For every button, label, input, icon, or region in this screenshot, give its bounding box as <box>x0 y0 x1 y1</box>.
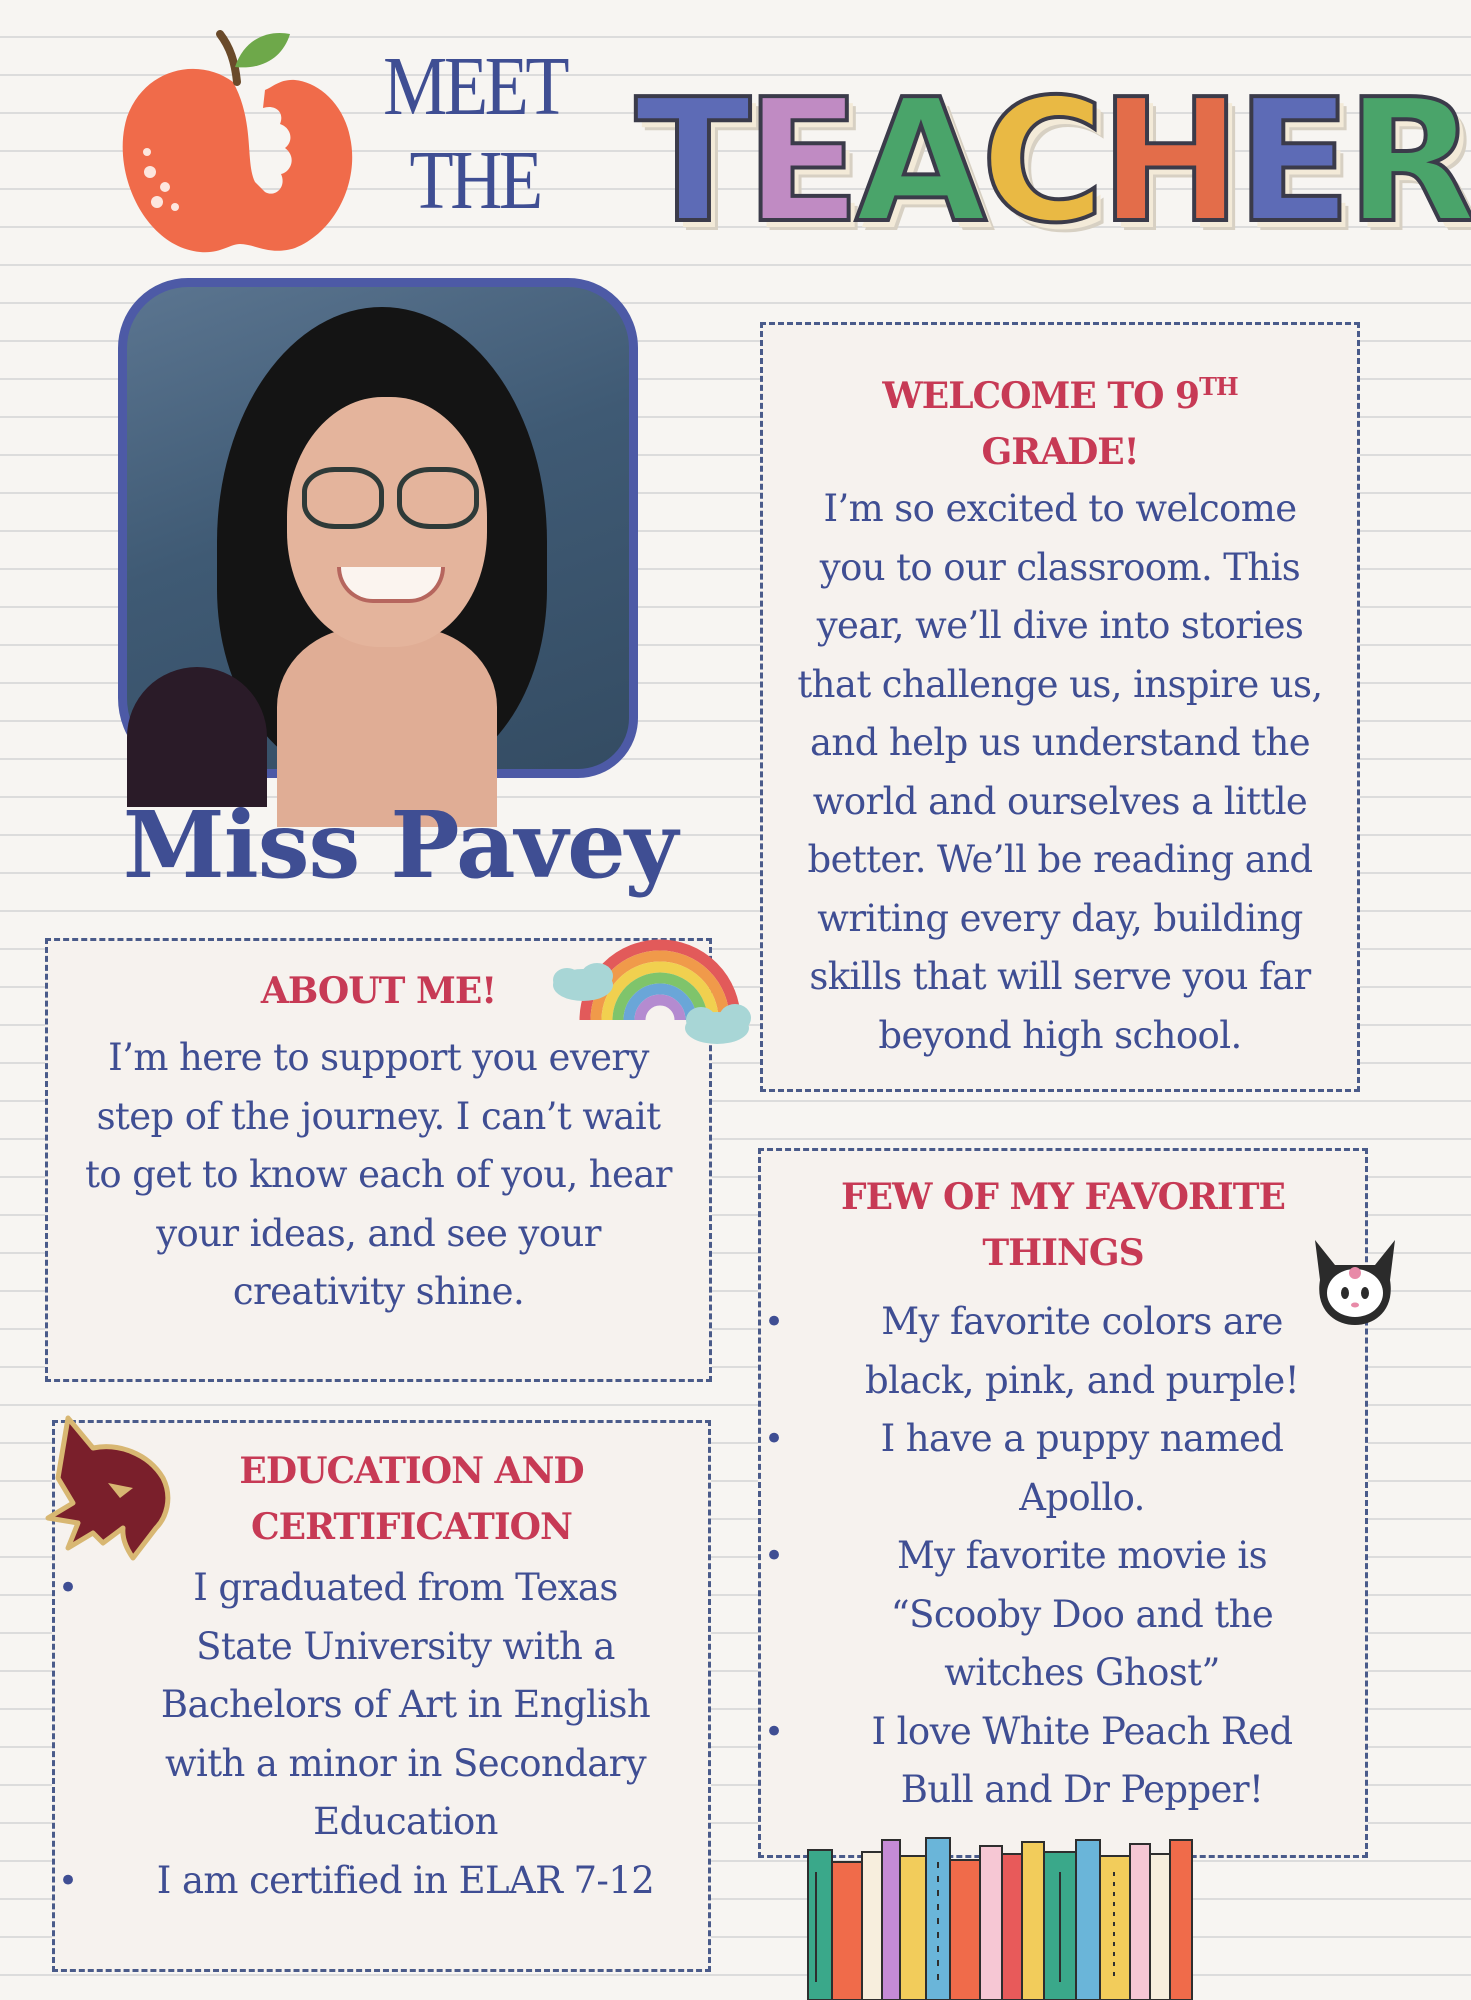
favorites-line: “Scooby Doo and the <box>890 1592 1274 1636</box>
education-line: State University with a <box>196 1624 615 1668</box>
teacher-letter: H <box>1099 63 1236 261</box>
favorites-line: • My favorite movie is <box>896 1534 1268 1577</box>
welcome-line: I’m so excited to welcome <box>823 487 1297 530</box>
about-line: your ideas, and see your <box>156 1211 601 1255</box>
welcome-line: and help us understand the <box>809 721 1311 764</box>
teacher-photo <box>118 278 638 778</box>
education-line: Education <box>313 1800 498 1843</box>
favorites-line: Bull and Dr Pepper! <box>900 1768 1264 1811</box>
welcome-line: skills that will serve you far <box>809 955 1311 998</box>
about-title: ABOUT ME! <box>260 970 497 1012</box>
favorites-line: Apollo. <box>1019 1475 1145 1519</box>
meet-the-heading <box>380 40 569 228</box>
welcome-line: that challenge us, inspire us, <box>797 662 1323 706</box>
education-line: • I am certified in ELAR 7-12 <box>156 1858 655 1902</box>
favorites-line: witches Ghost” <box>944 1651 1220 1694</box>
favorites-line: • I have a puppy named <box>880 1417 1284 1460</box>
kuromi-icon <box>1300 1225 1410 1335</box>
favorites-line: black, pink, and purple! <box>865 1358 1299 1402</box>
welcome-line: world and ourselves a little <box>812 779 1308 823</box>
favorites-title <box>761 1169 1365 1281</box>
favorites-item <box>809 1527 1355 1703</box>
education-list <box>55 1559 708 1910</box>
favorites-title-line2: THINGS <box>982 1232 1144 1274</box>
favorites-title-line1: FEW OF MY FAVORITE <box>841 1176 1285 1218</box>
about-line: I’m here to support you every <box>108 1036 649 1079</box>
rainbow-icon <box>545 910 755 1045</box>
the-word: THE <box>409 134 540 227</box>
education-title-line1: EDUCATION AND <box>239 1450 584 1492</box>
welcome-title-line1: WELCOME TO 9 <box>882 375 1200 417</box>
favorites-line: • I love White Peach Red <box>871 1709 1293 1753</box>
teacher-heading <box>635 63 1471 261</box>
welcome-text <box>763 480 1357 1065</box>
welcome-line: year, we’ll dive into stories <box>816 604 1304 647</box>
teacher-letter: A <box>855 63 981 261</box>
welcome-line: writing every day, building <box>817 896 1303 940</box>
welcome-line: better. We’ll be reading and <box>807 838 1313 881</box>
about-line: creativity shine. <box>232 1270 525 1313</box>
welcome-line: beyond high school. <box>878 1013 1242 1057</box>
favorites-list <box>761 1293 1365 1820</box>
education-item <box>103 1559 708 1852</box>
apple-icon <box>105 12 365 272</box>
meet-word: MEET <box>383 40 567 133</box>
teacher-letter: T <box>635 63 745 261</box>
about-line: step of the journey. I can’t wait <box>96 1094 661 1138</box>
welcome-box <box>760 322 1360 1092</box>
photo-shirt <box>127 667 267 807</box>
books-icon <box>808 1832 1313 2000</box>
teacher-letter: C <box>980 63 1100 261</box>
teacher-letter: E <box>744 63 856 261</box>
welcome-title <box>763 359 1357 480</box>
education-title-line2: CERTIFICATION <box>251 1506 572 1548</box>
about-line: to get to know each of you, hear <box>85 1153 672 1196</box>
welcome-title-line2: GRADE! <box>981 431 1139 473</box>
welcome-line: you to our classroom. This <box>819 545 1301 589</box>
teacher-letter: R <box>1345 63 1471 261</box>
teacher-letter: E <box>1235 63 1346 261</box>
favorites-box <box>758 1148 1368 1858</box>
photo-glasses-right <box>397 467 479 529</box>
education-line: with a minor in Secondary <box>164 1741 647 1785</box>
favorites-item <box>809 1703 1355 1820</box>
favorites-line: • My favorite colors are <box>881 1300 1283 1343</box>
welcome-title-sup: TH <box>1199 372 1238 401</box>
teacher-name: Miss Pavey <box>122 791 678 899</box>
education-line: • I graduated from Texas <box>193 1566 618 1609</box>
bobcat-logo-icon <box>38 1408 178 1568</box>
favorites-item <box>809 1293 1355 1410</box>
education-item <box>103 1852 708 1911</box>
photo-glasses-left <box>302 467 384 529</box>
education-line: Bachelors of Art in English <box>160 1683 651 1726</box>
about-text <box>48 1029 709 1322</box>
favorites-item <box>809 1410 1355 1527</box>
